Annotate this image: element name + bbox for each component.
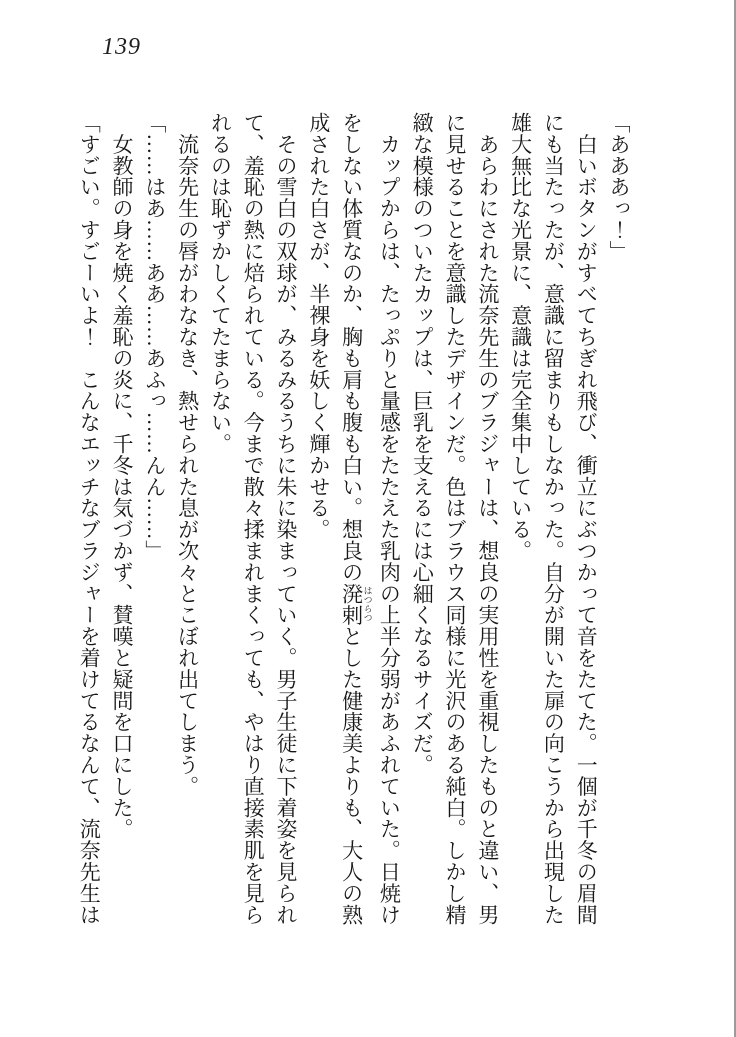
text-line: あらわにされた流奈先生のブラジャーは、想良の実用性を重視したものと違い、男 xyxy=(475,112,500,926)
text-line: にも当たったが、意識に留まりもしなかった。自分が開いた扉の向こうから出現した xyxy=(541,112,566,926)
text-line: 「……はあ……ああ……あふっ……んん……」 xyxy=(142,112,167,562)
text-line: 白いボタンがすべてちぎれ飛び、衝立にぶつかって音をたてた。一個が千冬の眉間 xyxy=(574,112,599,926)
text-line: 雄大無比な光景に、意識は完全集中している。 xyxy=(508,112,533,562)
text-line: をしない体質なのか、胸も肩も腹も白い。想良の溌剌 はつらつとした健康美よりも、大人の熟 xyxy=(339,112,373,926)
text-line: 流奈先生の唇がわななき、熱せられた息が次々とこぼれ出てしまう。 xyxy=(175,112,200,797)
text-line: 成された白さが、半裸身を妖しく輝かせる。 xyxy=(306,112,331,540)
text-line: その雪白の双球が、みるみるうちに朱に染まっていく。男子生徒に下着姿を見られ xyxy=(274,112,299,926)
text-line: 緻な模様のついたカップは、巨乳を支えるには心細くなるサイズだ。 xyxy=(410,112,435,776)
text-line: に見せることを意識したデザインだ。色はブラウス同様に光沢のある純白。しかし精 xyxy=(443,112,468,926)
page-text xyxy=(72,112,635,940)
text-line: 「あああっ！」 xyxy=(607,112,631,262)
page-number: 139 xyxy=(102,34,141,60)
text-line: れるのは恥ずかしくてたまらない。 xyxy=(208,112,233,455)
text-line: カップからは、たっぷりと量感をたたえた乳肉の上半分弱があふれていた。日焼け xyxy=(377,112,402,926)
ruby-annotated-word: 溌剌 はつらつ xyxy=(339,582,373,626)
text-line: 女教師の身を焼く羞恥の炎に、千冬は気づかず、賛嘆と疑問を口にした。 xyxy=(110,112,135,840)
text-line: 「すごい。すごーいよ！ こんなエッチなブラジャーを着けてるなんて、流奈先生は xyxy=(77,112,102,926)
text-line: て、羞恥の熱に焙られている。今まで散々揉まれまくっても、やはり直接素肌を見ら xyxy=(241,112,266,926)
